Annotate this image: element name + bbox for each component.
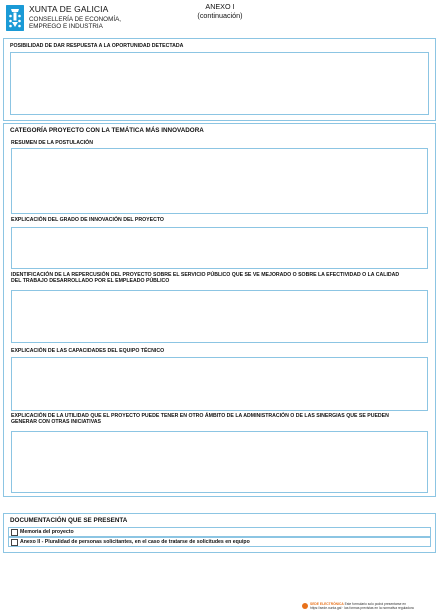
annex-title <box>180 3 260 20</box>
category-section <box>3 123 436 497</box>
impact-field[interactable] <box>11 290 428 343</box>
annex-line-2: (continuación) <box>197 10 243 20</box>
footer-note <box>310 602 438 610</box>
department-name <box>29 16 121 31</box>
org-name: XUNTA DE GALICIA <box>29 4 109 14</box>
anexo-checkbox[interactable] <box>11 539 18 546</box>
team-field[interactable] <box>11 357 428 411</box>
impact-label-line-1: IDENTIFICACIÓN DE LA REPERCUSIÓN DEL PROYECTO SOBRE EL SERVICIO PÚBLICO QUE SE VE MEJORADO O SOBRE LA EFECTIVIDAD O LA CALIDAD <box>11 272 400 278</box>
summary-label: RESUMEN DE LA POSTULACIÓN <box>11 140 93 146</box>
summary-field[interactable] <box>11 148 428 214</box>
dept-line-2: EMPREGO E INDUSTRIA <box>29 23 103 31</box>
utility-label <box>11 413 431 425</box>
opportunity-section <box>3 38 436 121</box>
team-label: EXPLICACIÓN DE LAS CAPACIDADES DEL EQUIPO TÉCNICO <box>11 348 165 354</box>
innovation-label: EXPLICACIÓN DEL GRADO DE INNOVACIÓN DEL PROYECTO <box>11 217 164 223</box>
impact-label-line-2: DEL TRABAJO DESARROLLADO POR EL EMPLEADO PÚBLICO <box>11 278 170 284</box>
utility-label-line-1: EXPLICACIÓN DE LA UTILIDAD QUE EL PROYECTO PUEDE TENER EN OTRO ÁMBITO DE LA ADMINISTRACIÓN O DE LAS SINERGIAS QUE SE PUEDEN <box>11 413 389 419</box>
category-label: CATEGORÍA PROYECTO CON LA TEMÁTICA MÁS INNOVADORA <box>10 127 204 134</box>
coat-of-arms-icon <box>6 5 24 31</box>
document-item-memoria <box>8 527 431 537</box>
documentation-section <box>3 513 436 553</box>
utility-field[interactable] <box>11 431 428 493</box>
footer-brand: SEDE ELECTRÓNICA <box>310 601 344 606</box>
opportunity-label: POSIBILIDAD DE DAR RESPUESTA A LA OPORTUNIDAD DETECTADA <box>10 43 184 49</box>
impact-label <box>11 272 431 284</box>
documentation-title: DOCUMENTACIÓN QUE SE PRESENTA <box>10 517 128 524</box>
footer-line-1: Este formulario solo podrá presentarse en <box>344 601 407 606</box>
annex-line-1: ANEXO I <box>205 2 235 11</box>
anexo-label: Anexo II - Pluralidad de personas solicitantes, en el caso de tratarse de solicitudes en equipo <box>20 539 250 545</box>
utility-label-line-2: GENERAR CON OTRAS INICIATIVAS <box>11 419 102 425</box>
memoria-checkbox[interactable] <box>11 529 18 536</box>
memoria-label: Memoria del proyecto <box>20 529 74 535</box>
document-item-anexo <box>8 537 431 547</box>
dept-line-1: CONSELLERÍA DE ECONOMÍA, <box>29 16 122 23</box>
opportunity-field[interactable] <box>10 52 429 115</box>
footer-line-2: https://sede.xunta.gal · las formas previstas en la normativa reguladora <box>310 605 414 610</box>
sede-electronica-icon <box>302 603 308 609</box>
xunta-logo <box>6 5 24 31</box>
innovation-field[interactable] <box>11 227 428 269</box>
